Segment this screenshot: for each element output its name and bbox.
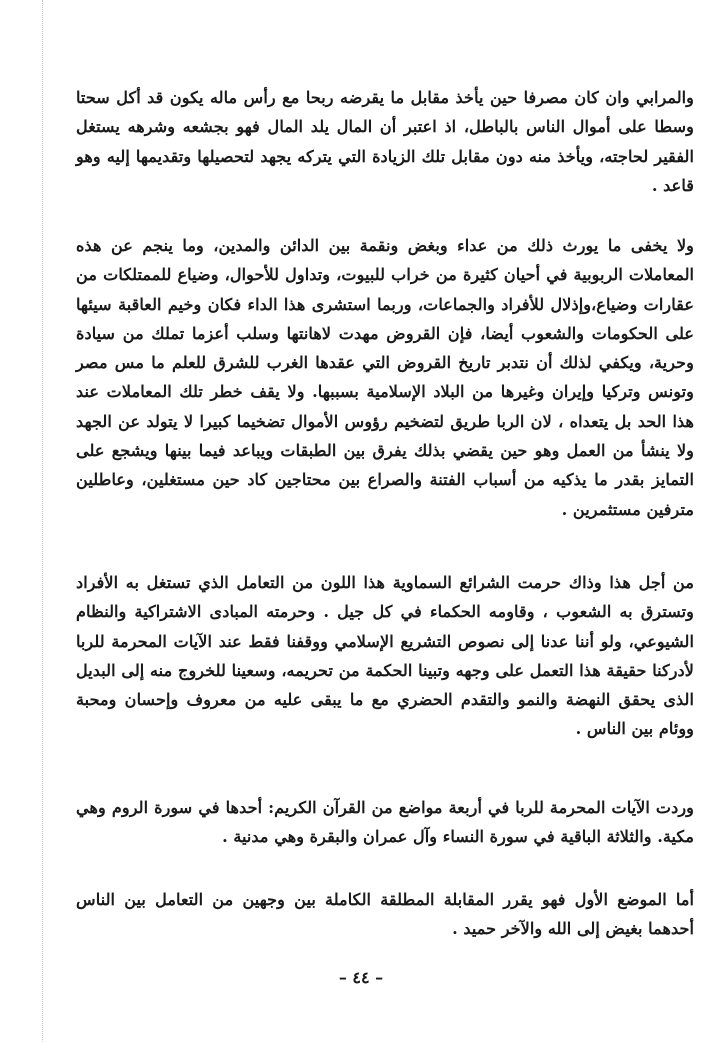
paragraph-5-block xyxy=(76,885,694,944)
paragraph-3-block xyxy=(76,568,694,744)
paragraph-3: من أجل هذا وذاك حرمت الشرائع السماوية هذا اللون من التعامل الذي تستغل به الأفراد وتسترق به الشعوب ، وقاومه الحكماء في كل جيل . وحرمته المبادى الاشتراكية والنظام الشيوعي، ولو أننا عدنا إلى نصوص التشريع الإسلامي ووقفنا فقط عند الآيات المحرمة للربا لأدركنا حقيقة هذا التعمل على وجهه وتبينا الحكمة من تحريمه، وسعينا للخروج منه إلى البديل الذى يحقق النهضة والنمو والتقدم الحضري مع ما يبقى عليه من معروف وإحسان ومحبة ووئام بين الناس . xyxy=(76,573,694,739)
paragraph-2-block xyxy=(76,231,694,524)
paragraph-4-block xyxy=(76,793,694,852)
paragraph-2: ولا يخفى ما يورث ذلك من عداء وبغض ونقمة بين الدائن والمدين، وما ينجم عن هذه المعاملات الربوبية في أحيان كثيرة من خراب للبيوت، وتداول للأحوال، وضياع للممتلكات من عقارات وضياع،وإذلال للأفراد والجماعات، وربما استشرى هذا الداء فكان وخيم العاقبة سيئها على الحكومات والشعوب أيضا، فإن القروض مهدت لاهانتها وسلب أعزما تملك من سيادة وحرية، ويكفي لذلك أن نتدبر تاريخ القروض التي عقدها الغرب للشرق للعلم ما مس مصر وتونس وتركيا وإيران وغيرها من البلاد الإسلامية بسببها. ولا يقف خطر تلك المعاملات عند هذا الحد بل يتعداه ، لان الربا طريق لتضخيم رؤوس الأموال تضخيما كبيرا لا يتولد عن الجهد ولا ينشأ من العمل وهو حين يقضي بذلك يفرق بين الطبقات ويباعد فيما بينها ويشجع على التمايز بقدر ما يذكيه من أسباب الفتنة والصراع بين محتاجين كاد حين مستغلين، وعاطلين مترفين مستثمرين . xyxy=(76,236,694,519)
paragraph-5: أما الموضع الأول فهو يقرر المقابلة المطلقة الكاملة بين وجهين من التعامل بين الناس أحدهما بغيض إلى الله والآخر حميد . xyxy=(76,890,694,939)
paragraph-4: وردت الآيات المحرمة للربا في أربعة مواضع من القرآن الكريم: أحدها في سورة الروم وهي مكية. والثلاثة الباقية في سورة النساء وآل عمران والبقرة وهي مدنية . xyxy=(76,798,694,847)
page-number: – ٤٤ – xyxy=(338,968,384,987)
scan-border-left xyxy=(42,0,44,1042)
paragraph-1-block xyxy=(76,83,694,200)
paragraph-1: والمرابي وان كان مصرفا حين يأخذ مقابل ما يقرضه ربحا مع رأس ماله يكون قد أكل سحتا وسطا على أموال الناس بالباطل، اذ اعتبر أن المال يلد المال فهو بجشعه وشرهه يستغل الفقير لحاجته، ويأخذ منه دون مقابل تلك الزيادة التي يتركه يجهد لتحصيلها وتقديمها إليه وهو قاعد . xyxy=(76,88,694,195)
